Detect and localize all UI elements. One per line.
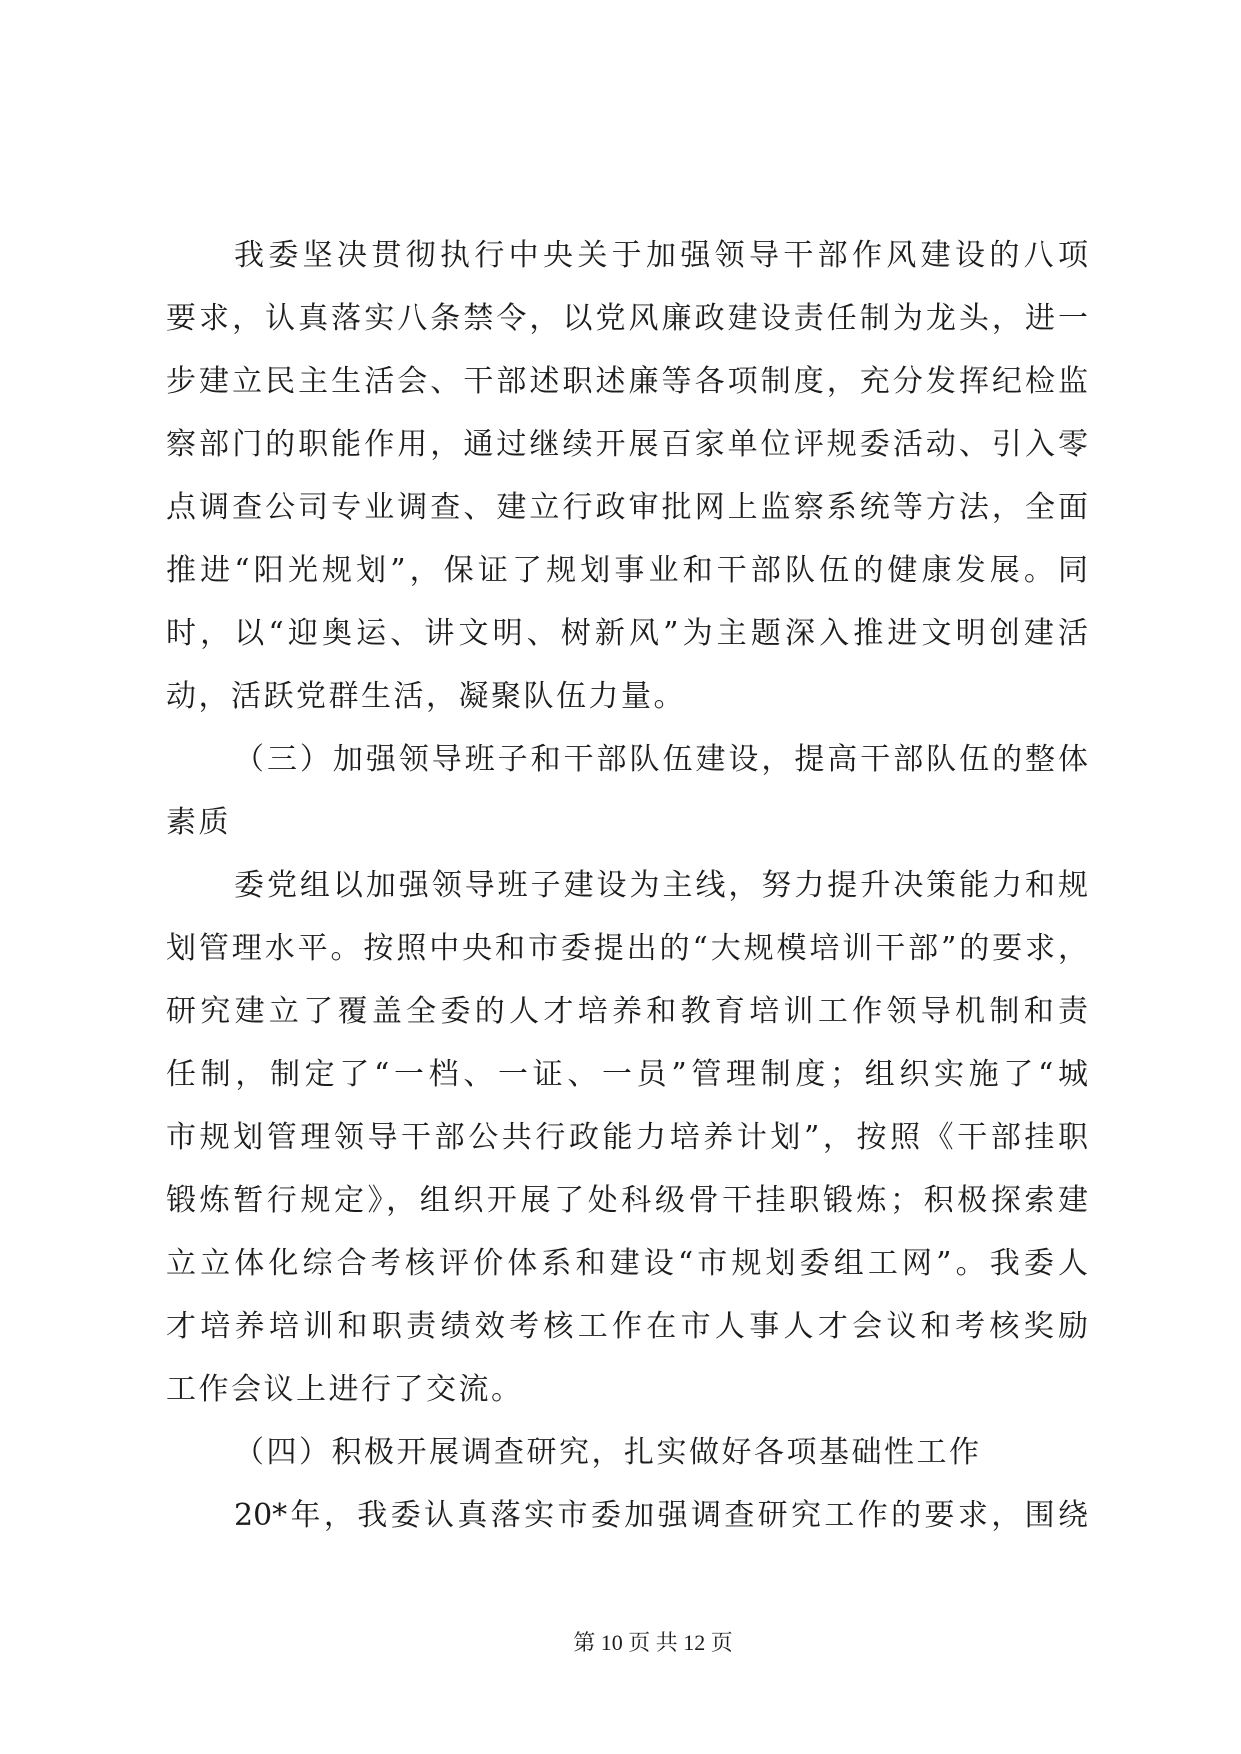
- paragraph-leadership: [166, 854, 1088, 1421]
- paragraph-line: 才培养培训和职责绩效考核工作在市人事人才会议和考核奖励: [166, 1309, 1088, 1344]
- section-heading-line: （四）积极开展调查研究，扎实做好各项基础性工作: [234, 1435, 982, 1470]
- paragraph-line: 工作会议上进行了交流。: [166, 1372, 524, 1407]
- paragraph-line: 划管理水平。按照中央和市委提出的“大规模培训干部”的要求，: [166, 931, 1088, 966]
- paragraph-line: 锻炼暂行规定》，组织开展了处科级骨干挂职锻炼；积极探索建: [166, 1183, 1088, 1218]
- paragraph-line: 推进“阳光规划”，保证了规划事业和干部队伍的健康发展。同: [166, 553, 1088, 588]
- paragraph-line: 察部门的职能作用，通过继续开展百家单位评规委活动、引入零: [166, 427, 1088, 462]
- paragraph-line: 我委坚决贯彻执行中央关于加强领导干部作风建设的八项: [234, 238, 1088, 273]
- document-body: [166, 224, 1088, 1547]
- section-heading-four: [166, 1421, 1088, 1484]
- paragraph-discipline: [166, 224, 1088, 728]
- paragraph-line: 任制，制定了“一档、一证、一员”管理制度；组织实施了“城: [166, 1057, 1088, 1092]
- section-heading-three: [166, 728, 1088, 854]
- paragraph-line: 研究建立了覆盖全委的人才培养和教育培训工作领导机制和责: [166, 994, 1088, 1029]
- section-heading-line: 素质: [166, 805, 231, 840]
- paragraph-line: 要求，认真落实八条禁令，以党风廉政建设责任制为龙头，进一: [166, 301, 1088, 336]
- paragraph-line: 20*年，我委认真落实市委加强调查研究工作的要求，围绕: [234, 1498, 1088, 1533]
- paragraph-line: 动，活跃党群生活，凝聚队伍力量。: [166, 679, 686, 714]
- paragraph-line: 步建立民主生活会、干部述职述廉等各项制度，充分发挥纪检监: [166, 364, 1088, 399]
- paragraph-line: 点调查公司专业调查、建立行政审批网上监察系统等方法，全面: [166, 490, 1088, 525]
- section-heading-line: （三）加强领导班子和干部队伍建设，提高干部队伍的整体: [234, 742, 1088, 777]
- paragraph-research: [166, 1484, 1088, 1547]
- paragraph-line: 时，以“迎奥运、讲文明、树新风”为主题深入推进文明创建活: [166, 616, 1088, 651]
- page-footer: 第 10 页 共 12 页: [573, 1630, 733, 1655]
- paragraph-line: 市规划管理领导干部公共行政能力培养计划”，按照《干部挂职: [166, 1120, 1088, 1155]
- paragraph-line: 立立体化综合考核评价体系和建设“市规划委组工网”。我委人: [166, 1246, 1088, 1281]
- paragraph-line: 委党组以加强领导班子建设为主线，努力提升决策能力和规: [234, 868, 1088, 903]
